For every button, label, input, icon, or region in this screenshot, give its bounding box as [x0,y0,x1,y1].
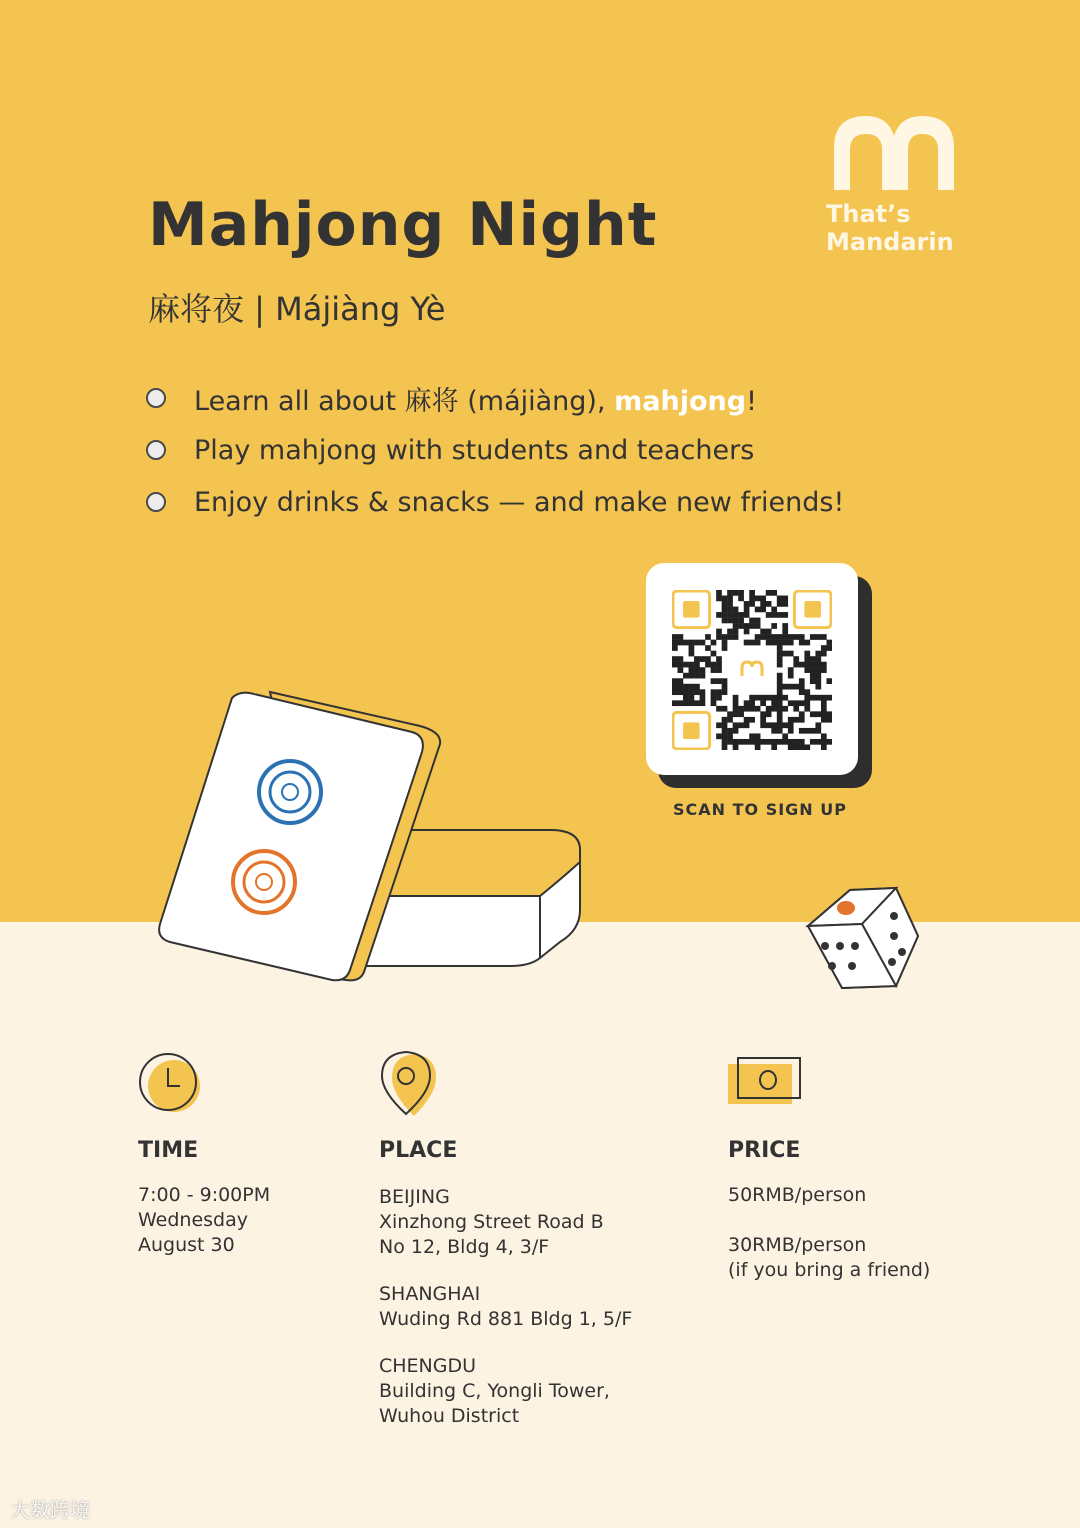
price-regular: 50RMB/person [728,1184,867,1206]
poster-title: Mahjong Night [148,190,658,260]
bullet-text: Play mahjong with students and teachers [194,434,755,466]
money-icon [724,1054,804,1110]
place-chengdu-address: Wuhou District [379,1405,520,1427]
list-item [146,476,844,528]
place-shanghai-address: Wuding Rd 881 Bldg 1, 5/F [379,1308,633,1330]
time-range: 7:00 - 9:00PM [138,1184,271,1206]
place-chengdu-address: Building C, Yongli Tower, [379,1380,610,1402]
place-beijing-city: BEIJING [379,1186,450,1208]
qr-code-icon[interactable] [672,590,832,750]
time-weekday: Wednesday [138,1209,249,1231]
bullet-dot-icon [146,388,166,408]
brand-line-2: Mandarin [826,228,954,256]
location-pin-icon [374,1048,442,1120]
place-beijing-address: Xinzhong Street Road B [379,1211,604,1233]
place-beijing-address: No 12, Bldg 4, 3/F [379,1236,550,1258]
scan-to-sign-up-label: SCAN TO SIGN UP [673,800,847,819]
mahjong-tiles-illustration [150,680,590,1000]
place-heading: PLACE [379,1138,458,1163]
list-item [146,372,844,424]
time-heading: TIME [138,1138,199,1163]
bullet-dot-icon [146,440,166,460]
list-item [146,424,844,476]
brand-wordmark [826,200,954,256]
bullet-text: Enjoy drinks & snacks — and make new friends! [194,486,845,518]
brand-line-1: That’s [826,200,911,228]
bullet-highlight: mahjong [614,385,747,417]
poster-subtitle: 麻将夜 | Májiàng Yè [148,290,446,328]
bullet-dot-icon [146,492,166,512]
price-discount: 30RMB/person [728,1234,867,1256]
time-date: August 30 [138,1234,235,1256]
price-discount-note: (if you bring a friend) [728,1259,931,1281]
feature-list [146,372,844,528]
watermark: 大数跨境 [10,1498,90,1522]
dice-icon [800,880,922,996]
clock-icon [136,1052,206,1116]
price-heading: PRICE [728,1138,801,1163]
bullet-suffix: ! [746,385,757,417]
bullet-text: Learn all about 麻将 (májiàng), [194,385,615,417]
place-shanghai-city: SHANGHAI [379,1283,481,1305]
place-chengdu-city: CHENGDU [379,1355,477,1377]
